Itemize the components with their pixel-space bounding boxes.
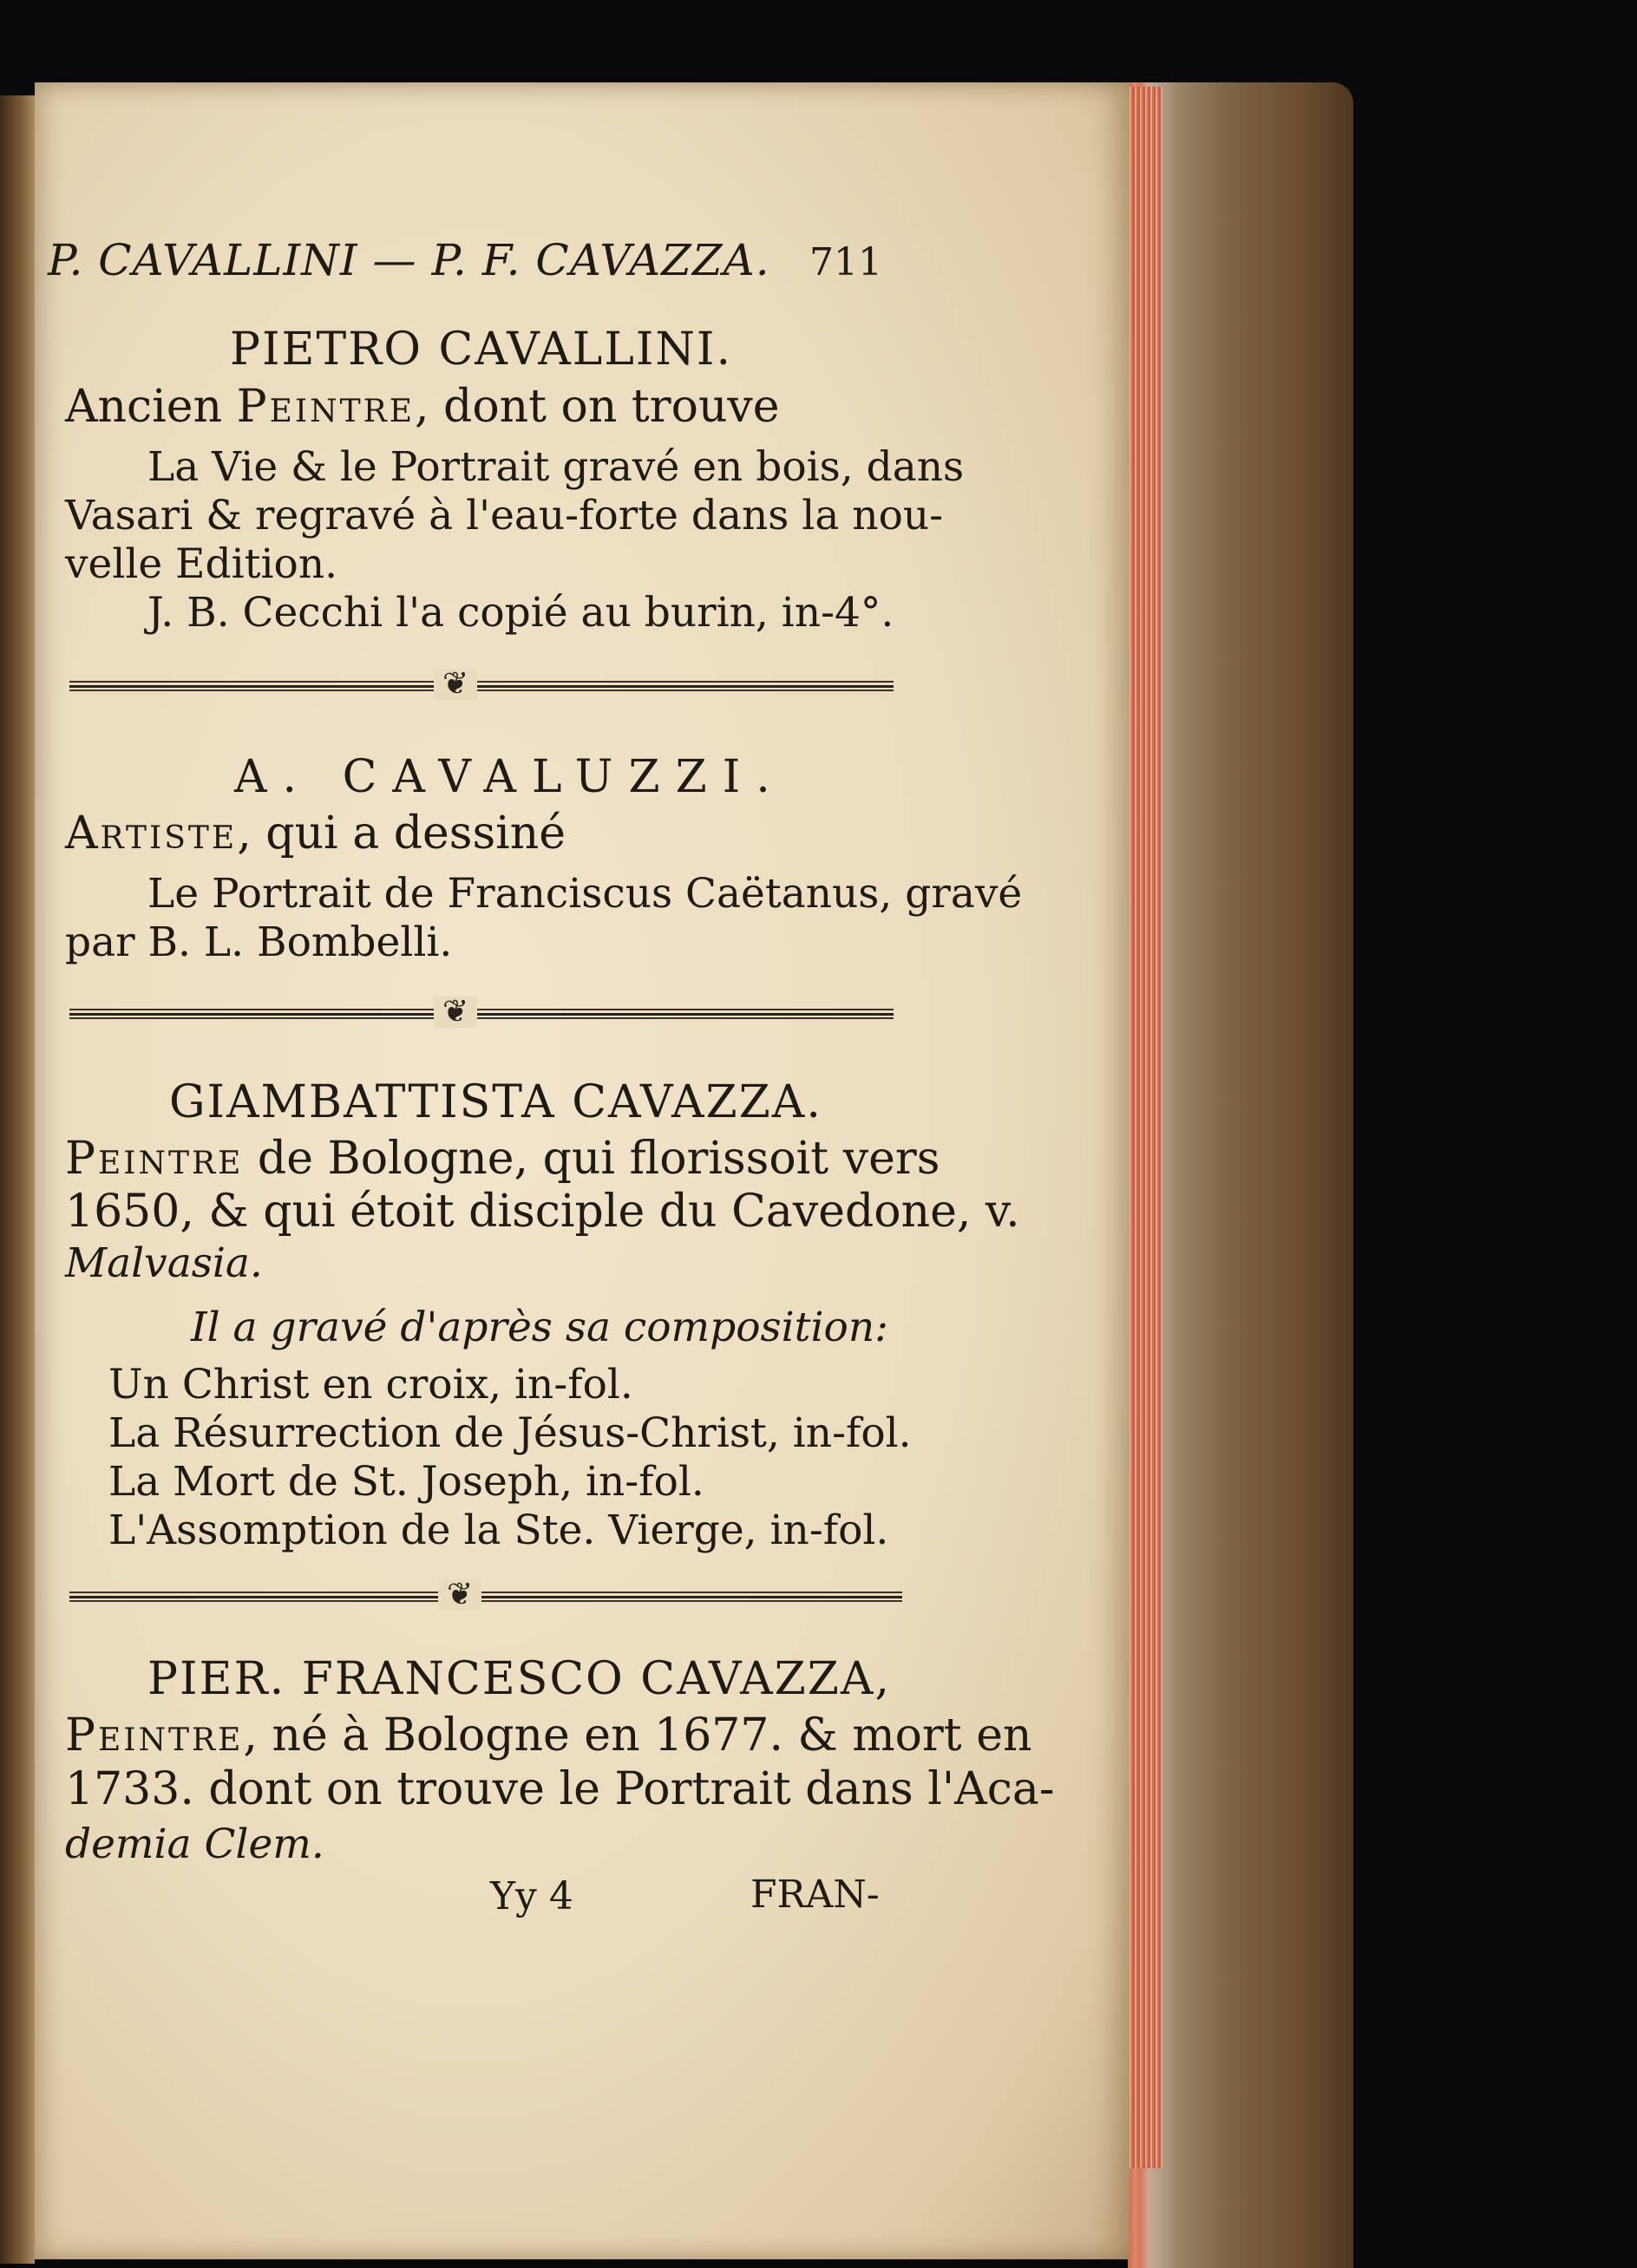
works-list-item: La Résurrection de Jésus-Christ, in-fol. [108,1409,912,1457]
entry-intro: Artiste, qui a dessiné [65,807,566,859]
entry-line: J. B. Cecchi l'a copié au burin, in-4°. [147,589,894,637]
entry-line: velle Edition. [65,540,338,588]
fleuron-ornament: ❦ [434,997,477,1028]
entry-line: Vasari & regravé à l'eau-forte dans la nou- [65,492,944,539]
entry-line: demia Clem. [65,1820,324,1868]
entry-title: A. CAVALUZZI. [234,751,786,803]
catchword: FRAN- [750,1873,880,1917]
entry-title: PIETRO CAVALLINI. [230,324,732,376]
works-list-item: La Mort de St. Joseph, in-fol. [108,1458,704,1506]
facing-page-edge [0,95,35,2264]
entry-line: La Vie & le Portrait gravé en bois, dans [147,443,965,491]
entry-title: GIAMBATTISTA CAVAZZA. [169,1076,822,1128]
works-list-item: L'Assomption de la Ste. Vierge, in-fol. [108,1507,889,1554]
entry-title: PIER. FRANCESCO CAVAZZA, [147,1653,891,1705]
entry-intro: Peintre de Bologne, qui florissoit vers [65,1133,940,1185]
book-page [35,82,1130,2259]
fleuron-ornament: ❦ [438,1579,481,1611]
entry-line: par B. L. Bombelli. [65,918,453,966]
fleuron-ornament: ❦ [434,669,477,700]
entry-line: Malvasia. [65,1239,263,1287]
red-page-edges [1128,87,1162,2168]
entry-intro: Ancien Peintre, dont on trouve [65,381,780,433]
signature-mark: Yy 4 [490,1874,573,1918]
entry-line: 1733. dont on trouve le Portrait dans l'Aca- [65,1763,1055,1815]
page-number: 711 [809,240,882,284]
entry-line: 1650, & qui étoit disciple du Cavedone, v. [65,1186,1020,1238]
ornamental-rule [69,1009,894,1019]
entry-line: Le Portrait de Franciscus Caëtanus, gravé [147,870,1023,918]
works-list-item: Un Christ en croix, in-fol. [108,1361,633,1409]
ornamental-rule [69,681,894,691]
ornamental-rule [69,1592,902,1602]
entry-intro: Peintre, né à Bologne en 1677. & mort en [65,1709,1032,1761]
works-subheading: Il a gravé d'après sa composition: [191,1304,888,1351]
running-head: P. CAVALLINI — P. F. CAVAZZA. [48,235,770,285]
